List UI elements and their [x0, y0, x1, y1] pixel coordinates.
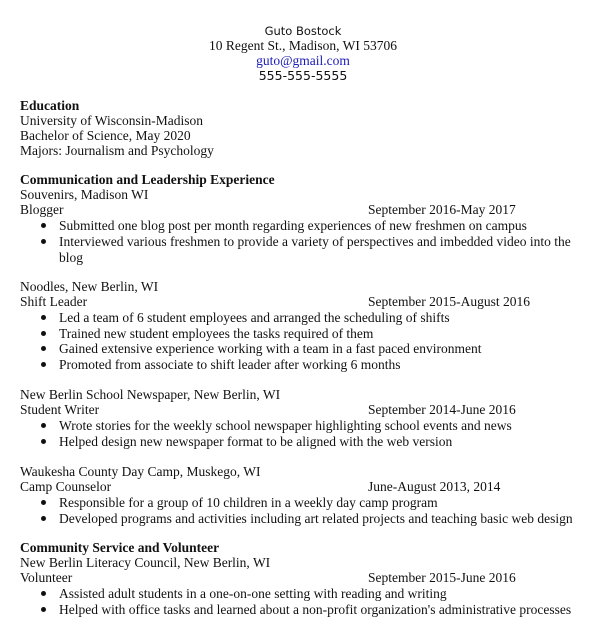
section-heading-experience: Communication and Leadership Experience: [20, 172, 275, 187]
bullet-text: Led a team of 6 student employees and arranged the scheduling of shifts: [59, 310, 450, 325]
job-organization: Noodles, New Berlin, WI: [20, 279, 159, 294]
education-degree: Bachelor of Science, May 2020: [20, 128, 191, 143]
job-title: Camp Counselor: [20, 479, 112, 494]
bullet-icon: [41, 439, 46, 444]
bullet-text: Promoted from associate to shift leader after working 6 months: [59, 357, 401, 372]
job-title: Blogger: [20, 202, 64, 217]
candidate-phone: 555-555-5555: [258, 68, 348, 83]
job-title: Student Writer: [20, 402, 100, 417]
bullet-text: Helped with office tasks and learned about a non-profit organization's administrative processes: [59, 602, 572, 617]
bullet-icon: [41, 331, 46, 336]
education-school: University of Wisconsin-Madison: [20, 113, 203, 128]
bullet-icon: [41, 223, 46, 228]
bullet-icon: [41, 315, 46, 320]
bullet-text: Assisted adult students in a one-on-one setting with reading and writing: [59, 586, 447, 601]
bullet-icon: [41, 591, 46, 596]
section-heading-community: Community Service and Volunteer: [20, 540, 220, 555]
candidate-address: 10 Regent St., Madison, WI 53706: [209, 38, 397, 53]
bullet-text: Helped design new newspaper format to be aligned with the web version: [59, 434, 453, 449]
candidate-name: Guto Bostock: [264, 24, 342, 38]
bullet-text: Wrote stories for the weekly school newspaper highlighting school events and news: [59, 418, 512, 433]
job-dates: September 2015-August 2016: [368, 294, 530, 309]
bullet-icon: [41, 346, 46, 351]
bullet-icon: [41, 423, 46, 428]
job-organization: Souvenirs, Madison WI: [20, 187, 149, 202]
job-organization: New Berlin Literacy Council, New Berlin, WI: [20, 555, 271, 570]
candidate-email: [0, 53, 606, 69]
job-dates: September 2014-June 2016: [368, 402, 516, 417]
bullet-text: Responsible for a group of 10 children in a weekly day camp program: [59, 495, 438, 510]
job-organization: New Berlin School Newspaper, New Berlin, WI: [20, 387, 281, 402]
bullet-icon: [41, 516, 46, 521]
job-dates: June-August 2013, 2014: [368, 479, 501, 494]
bullet-text: Gained extensive experience working with a team in a fast paced environment: [59, 341, 482, 356]
bullet-icon: [41, 607, 46, 612]
email-link[interactable]: guto@gmail.com: [256, 53, 350, 68]
job-title: Shift Leader: [20, 294, 88, 309]
job-dates: September 2015-June 2016: [368, 570, 516, 585]
bullet-text: Trained new student employees the tasks required of them: [59, 326, 374, 341]
bullet-text: Developed programs and activities including art related projects and teaching basic web design: [59, 511, 573, 526]
job-title: Volunteer: [20, 570, 73, 585]
bullet-text: Interviewed various freshmen to provide a variety of perspectives and imbedded video into the blog: [59, 234, 571, 265]
job-organization: Waukesha County Day Camp, Muskego, WI: [20, 464, 261, 479]
job-dates: September 2016-May 2017: [368, 202, 516, 217]
bullet-icon: [41, 500, 46, 505]
bullet-text: Submitted one blog post per month regarding experiences of new freshmen on campus: [59, 218, 527, 233]
education-majors: Majors: Journalism and Psychology: [20, 143, 214, 158]
bullet-icon: [41, 239, 46, 244]
section-heading-education: Education: [20, 98, 80, 113]
bullet-icon: [41, 362, 46, 367]
